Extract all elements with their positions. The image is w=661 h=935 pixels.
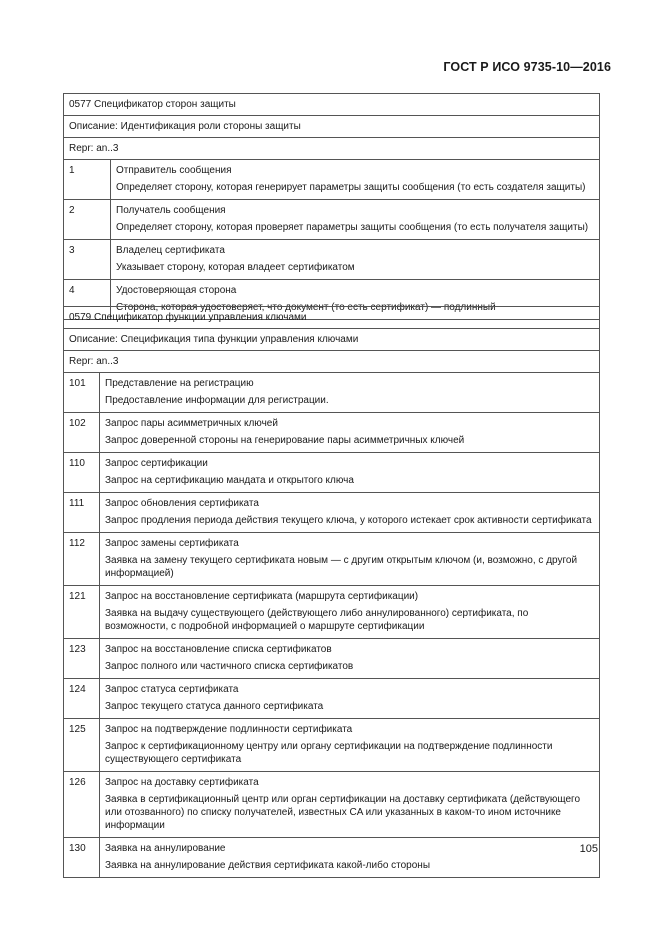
entry-text <box>100 493 600 533</box>
entry-description: Запрос доверенной стороны на генерирование пары асимметричных ключей <box>105 435 465 446</box>
key-management-function-qualifier-table <box>63 306 600 878</box>
table-row <box>64 200 600 240</box>
table2-repr-row <box>64 351 600 373</box>
table1-repr-row <box>64 138 600 160</box>
entry-code: 126 <box>64 772 100 838</box>
entry-text <box>100 453 600 493</box>
entry-name: Запрос замены сертификата <box>105 538 239 549</box>
entry-name: Запрос сертификации <box>105 458 208 469</box>
entry-text <box>100 413 600 453</box>
entry-text <box>100 639 600 679</box>
entry-code: 3 <box>64 240 111 280</box>
table2-description-row <box>64 329 600 351</box>
entry-text <box>100 772 600 838</box>
entry-description: Определяет сторону, которая проверяет параметры защиты сообщения (то есть получателя защиты) <box>116 222 589 233</box>
entry-code: 111 <box>64 493 100 533</box>
document-standard-header: ГОСТ Р ИСО 9735-10—2016 <box>443 60 611 74</box>
table2-body <box>64 307 600 878</box>
entry-description: Заявка в сертификационный центр или орган сертификации на доставку сертификата (действующего или отозванного) по списку получателей, известных CA или указанных в каком-то ином источнике информации <box>105 794 581 831</box>
entry-text <box>111 200 600 240</box>
table-row <box>64 719 600 772</box>
entry-name: Запрос на восстановление сертификата (маршрута сертификации) <box>105 591 419 602</box>
entry-text <box>100 679 600 719</box>
entry-description: Сторона, которая удостоверяет, что документ (то есть сертификат) — подлинный <box>116 302 496 313</box>
entry-name: Запрос статуса сертификата <box>105 684 239 695</box>
entry-code: 1 <box>64 160 111 200</box>
table2-repr: Repr: an..3 <box>64 351 600 373</box>
entry-code: 123 <box>64 639 100 679</box>
entry-text <box>111 240 600 280</box>
entry-name: Запрос на восстановление списка сертификатов <box>105 644 332 655</box>
table-row <box>64 160 600 200</box>
entry-code: 4 <box>64 280 111 320</box>
entry-description: Запрос на сертификацию мандата и открытого ключа <box>105 475 354 486</box>
entry-code: 121 <box>64 586 100 639</box>
entry-code: 110 <box>64 453 100 493</box>
entry-description: Заявка на выдачу существующего (действующего либо аннулированного) сертификата, по возможности, с подробной информацией о маршруте сертификации <box>105 608 529 632</box>
entry-code: 124 <box>64 679 100 719</box>
table1-title: 0577 Спецификатор сторон защиты <box>64 94 600 116</box>
entry-text <box>111 160 600 200</box>
entry-description: Запрос продления периода действия текущего ключа, у которого истекает срок активности сертификата <box>105 515 592 526</box>
table-row <box>64 453 600 493</box>
entry-name: Отправитель сообщения <box>116 165 232 176</box>
table-row <box>64 586 600 639</box>
entry-name: Запрос на доставку сертификата <box>105 777 259 788</box>
entry-name: Владелец сертификата <box>116 245 225 256</box>
entry-description: Указывает сторону, которая владеет сертификатом <box>116 262 355 273</box>
entry-name: Получатель сообщения <box>116 205 226 216</box>
entry-code: 125 <box>64 719 100 772</box>
table1-title-row <box>64 94 600 116</box>
table1-body <box>64 94 600 320</box>
entry-code: 2 <box>64 200 111 240</box>
entry-code: 130 <box>64 838 100 878</box>
table1-repr: Repr: an..3 <box>64 138 600 160</box>
table-row <box>64 493 600 533</box>
entry-name: Запрос на подтверждение подлинности сертификата <box>105 724 353 735</box>
entry-code: 112 <box>64 533 100 586</box>
entry-code: 102 <box>64 413 100 453</box>
entry-code: 101 <box>64 373 100 413</box>
page-number: 105 <box>579 843 598 855</box>
table-row <box>64 679 600 719</box>
entry-description: Запрос к сертификационному центру или органу сертификации на подтверждение подлинности существующего сертификата <box>105 741 553 765</box>
entry-name: Представление на регистрацию <box>105 378 254 389</box>
table-row <box>64 772 600 838</box>
security-party-qualifier-table <box>63 93 600 320</box>
entry-description: Определяет сторону, которая генерирует параметры защиты сообщения (то есть создателя защиты) <box>116 182 586 193</box>
table-row <box>64 240 600 280</box>
table-row <box>64 413 600 453</box>
entry-text <box>100 719 600 772</box>
entry-description: Запрос текущего статуса данного сертификата <box>105 701 324 712</box>
entry-description: Заявка на аннулирование действия сертификата какой-либо стороны <box>105 860 431 871</box>
table-row <box>64 838 600 878</box>
entry-name: Заявка на аннулирование <box>105 843 226 854</box>
table-row <box>64 373 600 413</box>
table1-description-row <box>64 116 600 138</box>
table-row <box>64 639 600 679</box>
table-row <box>64 533 600 586</box>
table2-title: 0579 Спецификатор функции управления ключами <box>64 307 600 329</box>
entry-text <box>100 586 600 639</box>
entry-text <box>100 373 600 413</box>
table1-description: Описание: Идентификация роли стороны защиты <box>64 116 600 138</box>
entry-text <box>100 533 600 586</box>
entry-name: Запрос обновления сертификата <box>105 498 259 509</box>
entry-description: Запрос полного или частичного списка сертификатов <box>105 661 354 672</box>
table2-description: Описание: Спецификация типа функции управления ключами <box>64 329 600 351</box>
entry-name: Запрос пары асимметричных ключей <box>105 418 278 429</box>
entry-description: Заявка на замену текущего сертификата новым — с другим открытым ключом (и, возможно, с другой информацией) <box>105 555 578 579</box>
entry-text <box>100 838 600 878</box>
entry-name: Удостоверяющая сторона <box>116 285 237 296</box>
entry-description: Предоставление информации для регистрации. <box>105 395 329 406</box>
table2-title-row <box>64 307 600 329</box>
